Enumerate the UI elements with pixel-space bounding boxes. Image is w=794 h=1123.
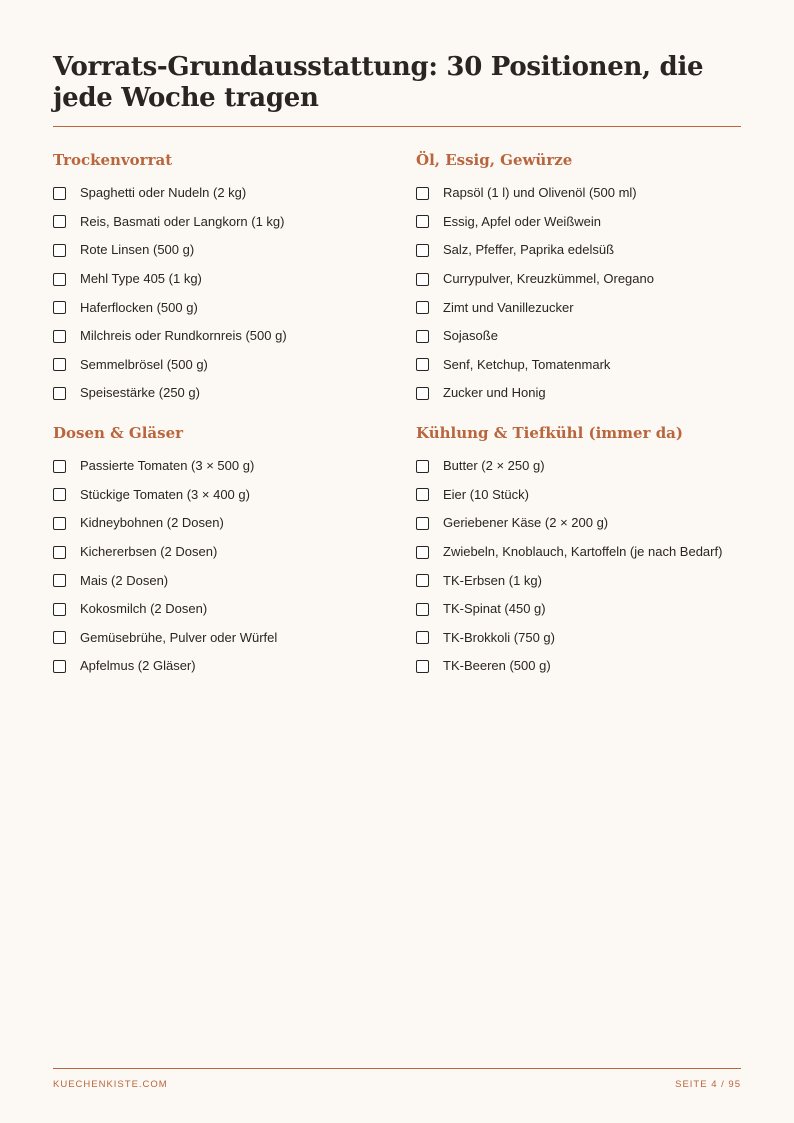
checklist-item[interactable] bbox=[53, 179, 393, 208]
checkbox[interactable] bbox=[416, 631, 429, 644]
section-dosen-glaeser bbox=[53, 424, 393, 681]
checklist-item-label: Spaghetti oder Nudeln (2 kg) bbox=[80, 185, 247, 201]
checklist-item-label: TK-Spinat (450 g) bbox=[443, 601, 546, 617]
section-heading: Öl, Essig, Gewürze bbox=[416, 151, 573, 169]
checkbox[interactable] bbox=[53, 301, 66, 314]
checkbox[interactable] bbox=[53, 631, 66, 644]
footer-page-number: SEITE 4 / 95 bbox=[675, 1079, 741, 1090]
checklist-item[interactable] bbox=[53, 595, 393, 624]
checklist-item[interactable] bbox=[53, 652, 393, 681]
checkbox[interactable] bbox=[53, 187, 66, 200]
footer-site: KUECHENKISTE.COM bbox=[53, 1079, 168, 1090]
checklist-item[interactable] bbox=[416, 351, 756, 380]
checkbox[interactable] bbox=[416, 460, 429, 473]
checklist-item-label: Reis, Basmati oder Langkorn (1 kg) bbox=[80, 213, 285, 229]
checklist-item-label: Haferflocken (500 g) bbox=[80, 299, 198, 315]
checklist-item-label: Rote Linsen (500 g) bbox=[80, 242, 195, 258]
checklist-item[interactable] bbox=[53, 538, 393, 567]
checklist-item[interactable] bbox=[53, 481, 393, 510]
checklist-item[interactable] bbox=[53, 351, 393, 380]
checklist bbox=[53, 452, 393, 681]
section-oel-essig-gewuerze bbox=[416, 151, 756, 408]
checklist-item[interactable] bbox=[416, 293, 756, 322]
checklist-item-label: Speisestärke (250 g) bbox=[80, 385, 200, 401]
checkbox[interactable] bbox=[416, 215, 429, 228]
checkbox[interactable] bbox=[53, 273, 66, 286]
checkbox[interactable] bbox=[416, 660, 429, 673]
checklist-item[interactable] bbox=[416, 566, 756, 595]
checklist-item-label: Gemüsebrühe, Pulver oder Würfel bbox=[80, 629, 278, 645]
checkbox[interactable] bbox=[53, 660, 66, 673]
checklist-item[interactable] bbox=[416, 595, 756, 624]
checklist-item-label: Essig, Apfel oder Weißwein bbox=[443, 213, 601, 229]
checklist-item[interactable] bbox=[416, 509, 756, 538]
checklist-item-label: Stückige Tomaten (3 × 400 g) bbox=[80, 486, 250, 502]
checklist-item[interactable] bbox=[53, 293, 393, 322]
checklist-item-label: Zimt und Vanillezucker bbox=[443, 299, 574, 315]
checklist-item-label: Salz, Pfeffer, Paprika edelsüß bbox=[443, 242, 615, 258]
checklist-item-label: Passierte Tomaten (3 × 500 g) bbox=[80, 458, 255, 474]
checkbox[interactable] bbox=[53, 387, 66, 400]
checklist-item-label: Currypulver, Kreuzkümmel, Oregano bbox=[443, 271, 654, 287]
checklist-item-label: TK-Brokkoli (750 g) bbox=[443, 629, 555, 645]
checkbox[interactable] bbox=[53, 358, 66, 371]
checkbox[interactable] bbox=[53, 603, 66, 616]
checklist bbox=[53, 179, 393, 408]
checklist bbox=[416, 452, 756, 681]
checklist-item-label: Zwiebeln, Knoblauch, Kartoffeln (je nach Bedarf) bbox=[443, 544, 723, 560]
checklist-item[interactable] bbox=[416, 481, 756, 510]
checklist-item-label: Kidneybohnen (2 Dosen) bbox=[80, 515, 224, 531]
checklist-item[interactable] bbox=[53, 265, 393, 294]
checklist-item-label: Kokosmilch (2 Dosen) bbox=[80, 601, 208, 617]
checklist-item-label: Kichererbsen (2 Dosen) bbox=[80, 544, 218, 560]
checkbox[interactable] bbox=[416, 330, 429, 343]
checkbox[interactable] bbox=[416, 187, 429, 200]
checkbox[interactable] bbox=[53, 460, 66, 473]
checklist-item[interactable] bbox=[53, 624, 393, 653]
checklist-item-label: Eier (10 Stück) bbox=[443, 486, 529, 502]
checklist-item[interactable] bbox=[53, 322, 393, 351]
checkbox[interactable] bbox=[416, 517, 429, 530]
checkbox[interactable] bbox=[53, 330, 66, 343]
checklist-item[interactable] bbox=[53, 509, 393, 538]
checklist-item[interactable] bbox=[416, 265, 756, 294]
checkbox[interactable] bbox=[53, 546, 66, 559]
checklist-item[interactable] bbox=[416, 322, 756, 351]
checklist-item-label: Geriebener Käse (2 × 200 g) bbox=[443, 515, 609, 531]
checkbox[interactable] bbox=[53, 488, 66, 501]
checklist bbox=[416, 179, 756, 408]
section-heading: Kühlung & Tiefkühl (immer da) bbox=[416, 424, 683, 442]
checkbox[interactable] bbox=[53, 517, 66, 530]
checklist-item[interactable] bbox=[416, 208, 756, 237]
checklist-item-label: TK-Erbsen (1 kg) bbox=[443, 572, 542, 588]
checklist-item[interactable] bbox=[53, 566, 393, 595]
checklist-item[interactable] bbox=[416, 452, 756, 481]
checkbox[interactable] bbox=[416, 603, 429, 616]
title-divider bbox=[53, 126, 741, 127]
checklist-item-label: Mais (2 Dosen) bbox=[80, 572, 169, 588]
checklist-item[interactable] bbox=[416, 652, 756, 681]
checkbox[interactable] bbox=[53, 215, 66, 228]
checklist-item-label: Senf, Ketchup, Tomatenmark bbox=[443, 356, 611, 372]
section-heading: Trockenvorrat bbox=[53, 151, 173, 169]
checklist-item[interactable] bbox=[416, 179, 756, 208]
checkbox[interactable] bbox=[416, 273, 429, 286]
section-heading: Dosen & Gläser bbox=[53, 424, 184, 442]
checklist-item[interactable] bbox=[53, 208, 393, 237]
checkbox[interactable] bbox=[416, 546, 429, 559]
checklist-item-label: Apfelmus (2 Gläser) bbox=[80, 658, 196, 674]
checkbox[interactable] bbox=[416, 244, 429, 257]
checklist-item[interactable] bbox=[53, 379, 393, 408]
checkbox[interactable] bbox=[416, 387, 429, 400]
checklist-item[interactable] bbox=[416, 624, 756, 653]
checklist-item-label: Butter (2 × 250 g) bbox=[443, 458, 545, 474]
checklist-item-label: Sojasoße bbox=[443, 328, 498, 344]
checkbox[interactable] bbox=[416, 488, 429, 501]
checklist-item[interactable] bbox=[416, 379, 756, 408]
footer-divider bbox=[53, 1068, 741, 1069]
checklist-item[interactable] bbox=[53, 236, 393, 265]
checkbox[interactable] bbox=[53, 244, 66, 257]
checklist-item[interactable] bbox=[416, 236, 756, 265]
checkbox[interactable] bbox=[416, 358, 429, 371]
checklist-item-label: Zucker und Honig bbox=[443, 385, 546, 401]
checklist-item-label: TK-Beeren (500 g) bbox=[443, 658, 551, 674]
section-trockenvorrat bbox=[53, 151, 393, 408]
checklist-item[interactable] bbox=[416, 538, 756, 567]
checklist-item-label: Milchreis oder Rundkornreis (500 g) bbox=[80, 328, 287, 344]
checkbox[interactable] bbox=[53, 574, 66, 587]
checklist-item-label: Semmelbrösel (500 g) bbox=[80, 356, 208, 372]
page-title: Vorrats-Grundausstattung: 30 Positionen, die jede Woche tragen bbox=[53, 52, 704, 113]
checklist-item-label: Mehl Type 405 (1 kg) bbox=[80, 271, 202, 287]
checkbox[interactable] bbox=[416, 301, 429, 314]
checklist-item[interactable] bbox=[53, 452, 393, 481]
section-kuehlung-tiefkuehl bbox=[416, 424, 756, 681]
checklist-item-label: Rapsöl (1 l) und Olivenöl (500 ml) bbox=[443, 185, 637, 201]
checkbox[interactable] bbox=[416, 574, 429, 587]
